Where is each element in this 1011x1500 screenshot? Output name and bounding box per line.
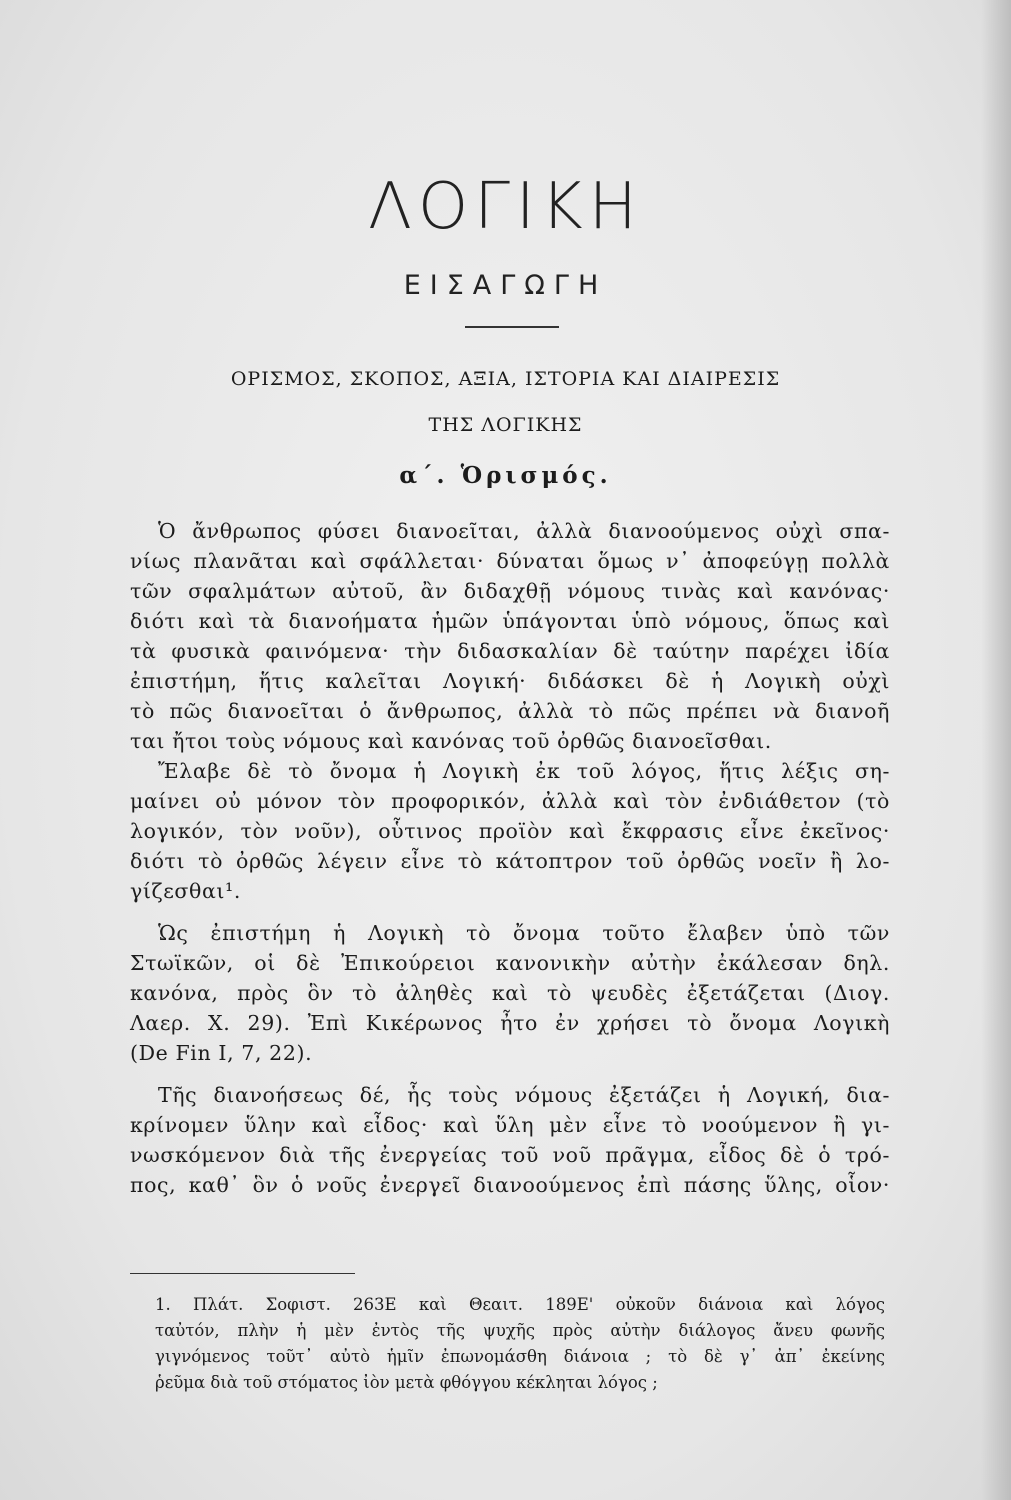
subsection-heading: α΄. Ὁρισμός. — [399, 462, 612, 489]
footnote-line: ταὐτόν, πλὴν ἡ μὲν ἐντὸς τῆς ψυχῆς πρὸς αὐτὴν διάλογος ἄνευ φωνῆς — [155, 1321, 885, 1340]
text-line: Στωϊκῶν, οἱ δὲ Ἐπικούρειοι κανονικὴν αὐτὴν ἐκάλεσαν δηλ. — [130, 951, 890, 975]
text-line: τὸ πῶς διανοεῖται ὁ ἄνθρωπος, ἀλλὰ τὸ πῶς πρέπει νὰ διανοῆ — [130, 699, 890, 723]
text-line: (De Fin I, 7, 22). — [130, 1041, 313, 1065]
footnote — [155, 1292, 885, 1396]
text-line: Ὁ ἄνθρωπος φύσει διανοεῖται, ἀλλὰ διανοούμενος οὐχὶ σπα- — [158, 519, 890, 543]
footnote-line: 1. Πλάτ. Σοφιστ. 263Ε καὶ Θεαιτ. 189Ε' οὐκοῦν διάνοια καὶ λόγος — [155, 1295, 885, 1314]
text-line: διότι τὸ ὀρθῶς λέγειν εἶνε τὸ κάτοπτρον τοῦ ὀρθῶς νοεῖν ἢ λο- — [130, 849, 890, 873]
text-line: Τῆς διανοήσεως δέ, ἧς τοὺς νόμους ἐξετάζει ἡ Λογική, δια- — [158, 1083, 890, 1107]
text-line: ἐπιστήμη, ἥτις καλεῖται Λογική· διδάσκει δὲ ἡ Λογικὴ οὐχὶ — [130, 669, 890, 693]
text-line: κανόνα, πρὸς ὃν τὸ ἀληθὲς καὶ τὸ ψευδὲς ἐξετάζεται (Διογ. — [130, 981, 890, 1005]
text-line: Ὡς ἐπιστήμη ἡ Λογικὴ τὸ ὄνομα τοῦτο ἔλαβεν ὑπὸ τῶν — [158, 921, 890, 945]
footnote-divider — [130, 1273, 355, 1274]
text-line: τὰ φυσικὰ φαινόμενα· τὴν διδασκαλίαν δὲ ταύτην παρέχει ἰδία — [130, 639, 890, 663]
footnote-line: γιγνόμενος τοῦτ᾿ αὐτὸ ἡμῖν ἐπωνομάσθη διάνοια ; τὸ δὲ γ᾿ ἀπ᾿ ἐκείνης — [155, 1347, 885, 1366]
text-line: Ἔλαβε δὲ τὸ ὄνομα ἡ Λογικὴ ἐκ τοῦ λόγος, ἥτις λέξις ση- — [158, 759, 890, 783]
text-line: τῶν σφαλμάτων αὐτοῦ, ἂν διδαχθῇ νόμους τινὰς καὶ κανόνας· — [130, 579, 890, 603]
text-line: γίζεσθαι¹. — [130, 879, 241, 903]
text-line: πος, καθ᾿ ὃν ὁ νοῦς ἐνεργεῖ διανοούμενος ἐπὶ πάσης ὕλης, οἷον· — [130, 1173, 890, 1197]
body-text — [130, 516, 890, 1200]
section-heading: ΟΡΙΣΜΟΣ, ΣΚΟΠΟΣ, ΑΞΙΑ, ΙΣΤΟΡΙΑ ΚΑΙ ΔΙΑΙΡΕΣΙΣ — [230, 368, 781, 390]
text-line: νίως πλανᾶται καὶ σφάλλεται· δύναται ὅμως ν᾿ ἀποφεύγῃ πολλὰ — [130, 549, 890, 573]
text-line: κρίνομεν ὕλην καὶ εἶδος· καὶ ὕλη μὲν εἶνε τὸ νοούμενον ἢ γι- — [130, 1113, 890, 1137]
footnote-line: ῥεῦμα διὰ τοῦ στόματος ἰὸν μετὰ φθόγγου κέκληται λόγος ; — [155, 1373, 658, 1392]
title-divider — [465, 326, 559, 328]
text-line: Λαερ. X. 29). Ἐπὶ Κικέρωνος ἦτο ἐν χρήσει τὸ ὄνομα Λογικὴ — [130, 1011, 890, 1035]
text-line: διότι καὶ τὰ διανοήματα ἡμῶν ὑπάγονται ὑπὸ νόμους, ὅπως καὶ — [130, 609, 890, 633]
text-line: νωσκόμενον διὰ τῆς ἐνεργείας τοῦ νοῦ πρᾶγμα, εἶδος δὲ ὁ τρό- — [130, 1143, 890, 1167]
page-subtitle: ΕΙΣΑΓΩΓΗ — [403, 270, 608, 301]
text-line: μαίνει οὐ μόνον τὸν προφορικόν, ἀλλὰ καὶ τὸν ἐνδιάθετον (τὸ — [130, 789, 890, 813]
text-line: ται ἤτοι τοὺς νόμους καὶ κανόνας τοῦ ὀρθῶς διανοεῖσθαι. — [130, 729, 772, 753]
section-heading-continued: ΤΗΣ ΛΟΓΙΚΗΣ — [428, 414, 583, 436]
page-title: ΛΟΓΙΚΗ — [368, 170, 643, 244]
text-line: λογικόν, τὸν νοῦν), οὗτινος προϊὸν καὶ ἔκφρασις εἶνε ἐκεῖνος· — [130, 819, 890, 843]
